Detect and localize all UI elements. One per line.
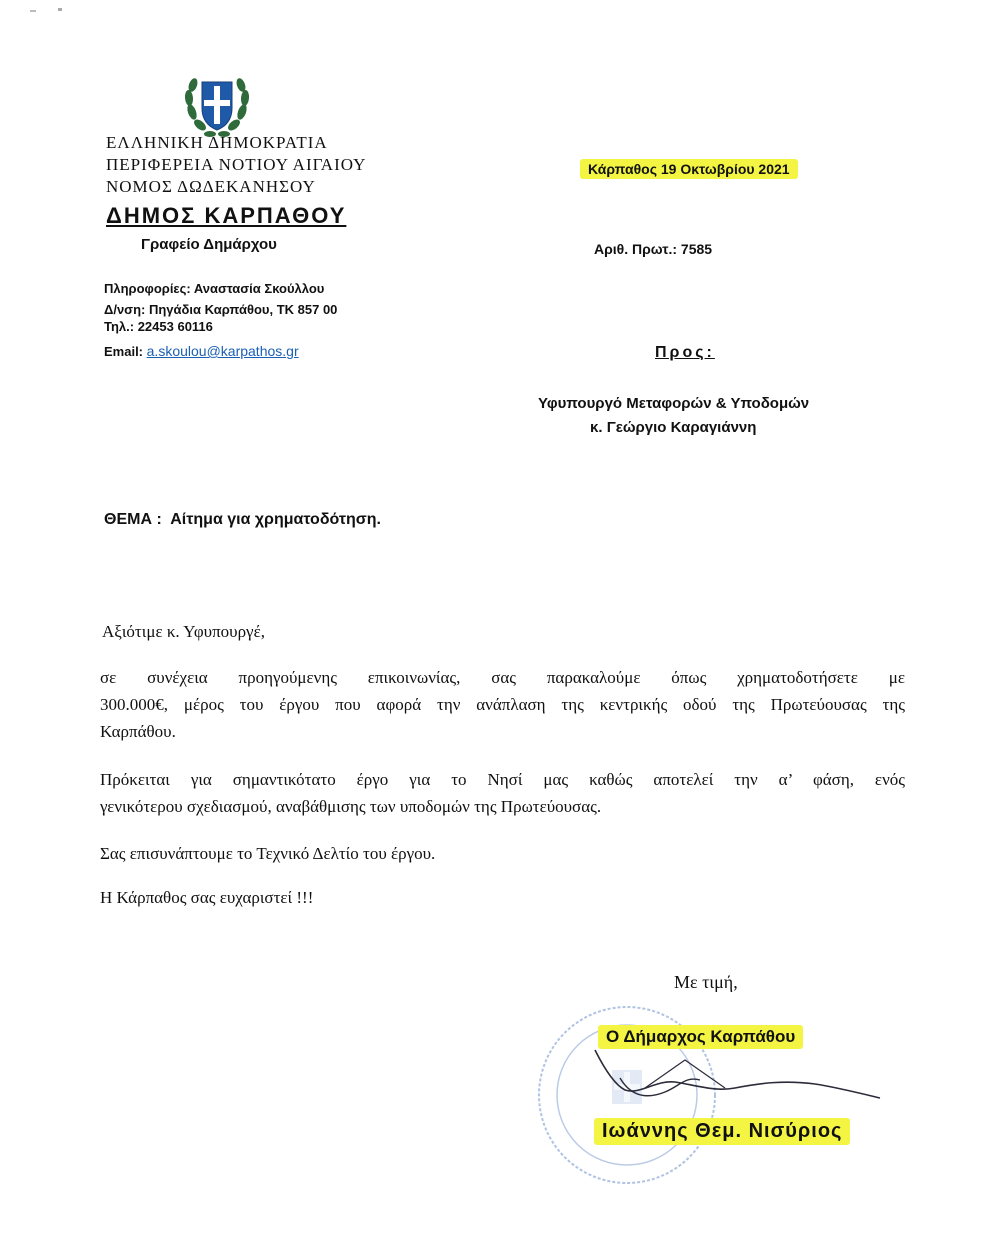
salutation: Αξιότιμε κ. Υφυπουργέ, <box>102 622 265 641</box>
country-name: ΕΛΛΗΝΙΚΗ ΔΗΜΟΚΡΑΤΙΑ <box>106 133 328 152</box>
paragraph-4: Η Κάρπαθος σας ευχαριστεί !!! <box>100 888 314 907</box>
region-name: ΠΕΡΙΦΕΡΕΙΑ ΝΟΤΙΟΥ ΑΙΓΑΙΟΥ <box>106 155 367 174</box>
closing-regards: Με τιμή, <box>674 972 738 992</box>
prefecture-name: ΝΟΜΟΣ ΔΩΔΕΚΑΝΗΣΟΥ <box>106 177 316 196</box>
paragraph-3: Σας επισυνάπτουμε το Τεχνικό Δελτίο του έργου. <box>100 844 436 863</box>
email-row <box>104 343 299 359</box>
contact-person: Πληροφορίες: Αναστασία Σκούλλου <box>104 281 325 296</box>
date-highlighted: Κάρπαθος 19 Οκτωβρίου 2021 <box>580 159 798 179</box>
phone: Τηλ.: 22453 60116 <box>104 319 213 334</box>
scan-speck <box>30 10 36 12</box>
office-name: Γραφείο Δημάρχου <box>141 236 277 253</box>
mayor-title: Ο Δήμαρχος Καρπάθου <box>598 1025 803 1049</box>
to-label: Προς: <box>655 344 715 361</box>
subject-text: Αίτημα για χρηματοδότηση. <box>170 511 381 528</box>
email-link[interactable]: a.skoulou@karpathos.gr <box>146 343 299 359</box>
protocol-number: Αριθ. Πρωτ.: 7585 <box>594 241 713 257</box>
paragraph-1-line-3: Καρπάθου. <box>100 722 176 741</box>
address: Δ/νση: Πηγάδια Καρπάθου, ΤΚ 857 00 <box>104 302 338 317</box>
scan-speck <box>58 8 62 11</box>
recipient-name: κ. Γεώργιο Καραγιάννη <box>590 419 757 436</box>
coat-of-arms-emblem <box>180 68 254 142</box>
paragraph-1-line-1-text: σε συνέχεια προηγούμενης επικοινωνίας, σας παρακαλούμε όπως χρηματοδοτήσετε με <box>100 668 905 687</box>
handwritten-signature <box>585 1040 885 1120</box>
paragraph-1-line-1 <box>100 664 905 691</box>
recipient-title: Υφυπουργό Μεταφορών & Υποδομών <box>538 395 810 412</box>
paragraph-2-line-2: γενικότερου σχεδιασμού, αναβάθμισης των υποδομών της Πρωτεύουσας. <box>100 797 602 816</box>
municipality-name: ΔΗΜΟΣ ΚΑΡΠΑΘΟΥ <box>106 203 347 228</box>
subject-line <box>104 511 381 529</box>
subject-label: ΘΕΜΑ : <box>104 511 162 528</box>
mayor-name: Ιωάννης Θεμ. Νισύριος <box>594 1118 850 1145</box>
email-label: Email: <box>104 344 144 359</box>
paragraph-2-line-1-text: Πρόκειται για σημαντικότατο έργο για το Νησί μας καθώς αποτελεί την α’ φάση, ενός <box>100 770 905 789</box>
paragraph-1-line-2-text: 300.000€, μέρος του έργου που αφορά την ανάπλαση της κεντρικής οδού της Πρωτεύουσας της <box>100 695 905 714</box>
paragraph-1-line-2 <box>100 691 905 718</box>
paragraph-2-line-1 <box>100 766 905 793</box>
